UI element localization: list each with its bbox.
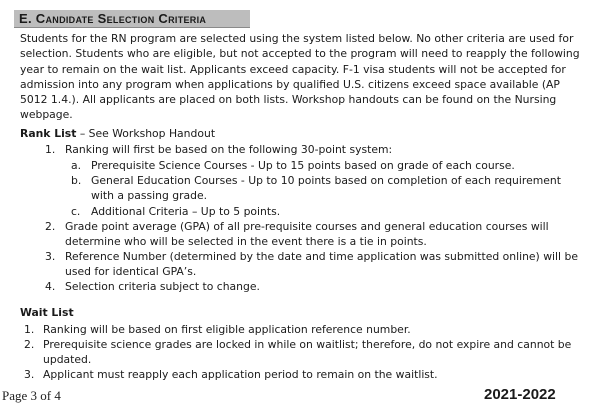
page-number: Page 3 of 4 <box>2 388 61 403</box>
item-text: Grade point average (GPA) of all pre-requisite courses and general education courses will determine who will be selected in the event there is a tie in points. <box>65 220 549 249</box>
item-number: 3. <box>45 250 56 263</box>
subitem-letter: b. <box>71 174 82 187</box>
item-text: Reference Number (determined by the date and time application was submitted online) will be used for identical GPA’s. <box>65 250 578 279</box>
item-number: 2. <box>45 220 56 233</box>
footer-year: 2021-2022 <box>484 386 556 403</box>
list-item <box>45 219 575 250</box>
rank-list-subtitle: – See Workshop Handout <box>76 127 216 140</box>
list-item <box>24 367 584 382</box>
rank-list-heading <box>20 126 215 141</box>
list-item <box>45 142 585 157</box>
list-subitem <box>71 173 571 204</box>
item-number: 1. <box>24 323 35 336</box>
list-item <box>24 322 584 337</box>
wait-list-title: Wait List <box>20 306 74 319</box>
subitem-text: General Education Courses - Up to 10 points based on completion of each requirement with a passing grade. <box>91 174 561 203</box>
list-item <box>45 279 585 294</box>
subitem-text: Prerequisite Science Courses - Up to 15 points based on grade of each course. <box>91 159 515 172</box>
subitem-letter: c. <box>71 205 81 218</box>
item-text: Ranking will first be based on the following 30-point system: <box>65 143 393 156</box>
subitem-text: Additional Criteria – Up to 5 points. <box>91 205 281 218</box>
list-item <box>45 249 585 280</box>
item-text: Prerequisite science grades are locked in while on waitlist; therefore, do not expire and cannot be updated. <box>43 338 572 367</box>
list-subitem <box>71 158 586 173</box>
item-number: 4. <box>45 280 56 293</box>
item-number: 2. <box>24 338 35 351</box>
item-text: Applicant must reapply each application period to remain on the waitlist. <box>43 368 438 381</box>
section-title: E. Candidate Selection Criteria <box>14 10 250 28</box>
item-text: Ranking will be based on first eligible application reference number. <box>43 323 411 336</box>
wait-list-heading <box>20 305 74 320</box>
item-number: 1. <box>45 143 56 156</box>
list-subitem <box>71 204 586 219</box>
item-number: 3. <box>24 368 35 381</box>
rank-list-title: Rank List <box>20 127 77 140</box>
list-item <box>24 337 584 368</box>
subitem-letter: a. <box>71 159 82 172</box>
item-text: Selection criteria subject to change. <box>65 280 260 293</box>
intro-paragraph: Students for the RN program are selected using the system listed below. No other criteria are used for selection. Students who are eligible, but not accepted to the program will need to reapply the following year to remain on the wait list. Applicants exceed capacity. F-1 visa students will not be accepted for admission into any program when applications by qualified U.S. citizens exceed space available (AP 5012 1.4.). All applicants are placed on both lists. Workshop handouts can be found on the Nursing webpage. <box>20 32 580 122</box>
